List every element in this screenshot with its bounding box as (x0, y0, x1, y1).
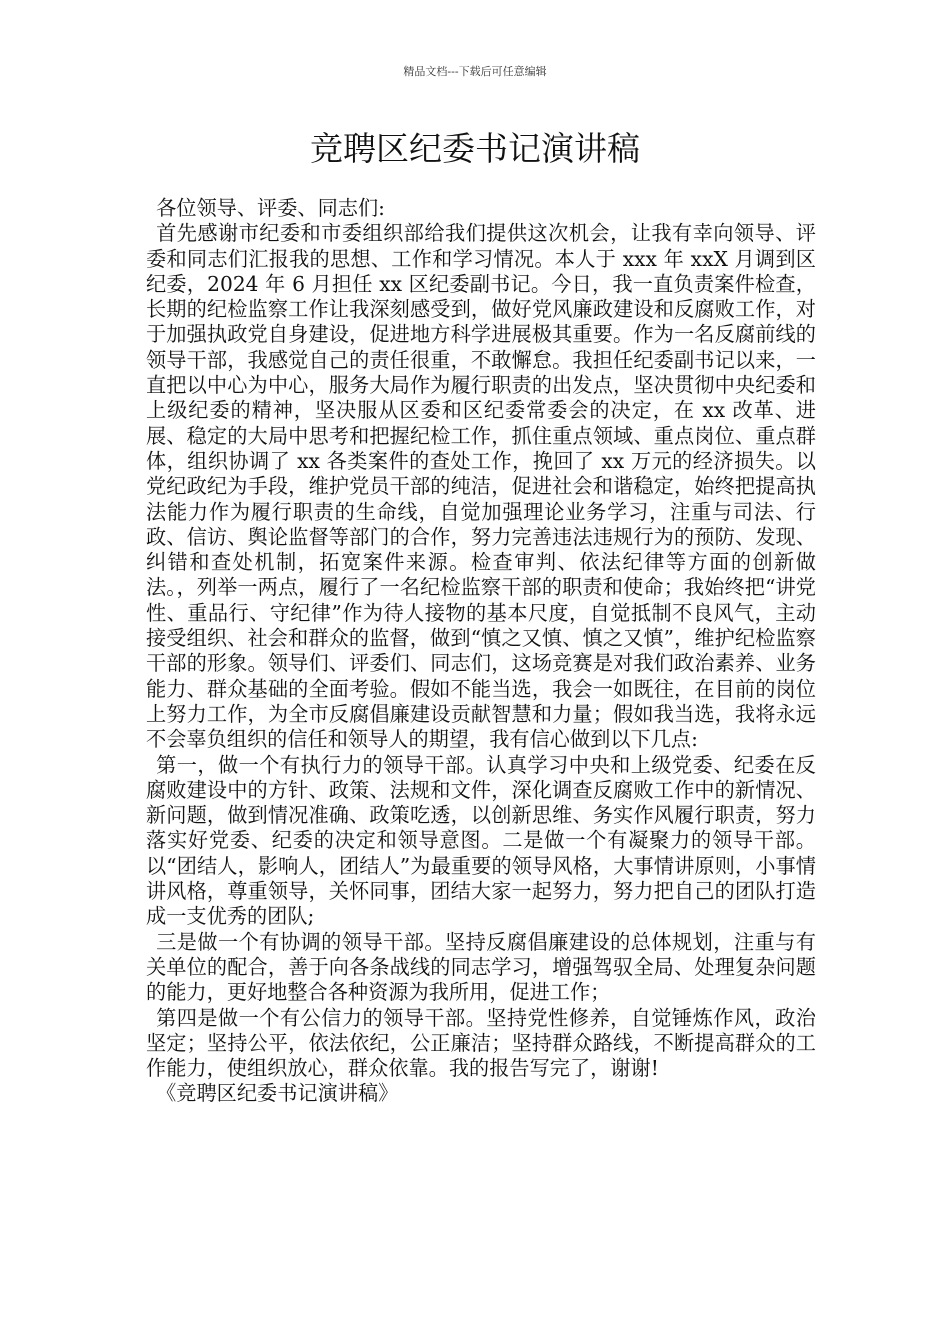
body-paragraph: 首先感谢市纪委和市委组织部给我们提供这次机会，让我有幸向领导、评委和同志们汇报我的思想、工作和学习情况。本人于 xxx 年 xxX 月调到区纪委，2024 年 6 月担任 xx 区纪委副书记。今日，我一直负责案件检查，长期的纪检监察工作让我深刻感受到，做好党风廉政建设和反腐败工作，对于加强执政党自身建设，促进地方科学进展极其重要。作为一名反腐前线的领导干部，我感觉自己的责任很重，不敢懈怠。我担任纪委副书记以来，一直把以中心为中心，服务大局作为履行职责的出发点，坚决贯彻中央纪委和上级纪委的精神，坚决服从区委和区纪委常委会的决定，在 xx 改革、进展、稳定的大局中思考和把握纪检工作，抓住重点领域、重点岗位、重点群体，组织协调了 xx 各类案件的查处工作，挽回了 xx 万元的经济损失。以党纪政纪为手段，维护党员干部的纯洁，促进社会和谐稳定，始终把提高执法能力作为履行职责的生命线，自觉加强理论业务学习，注重与司法、行政、信访、舆论监督等部门的合作，努力完善违法违规行为的预防、发现、纠错和查处机制，拓宽案件来源。检查审判、依法纪律等方面的创新做法。，列举一两点，履行了一名纪检监察干部的职责和使命；我始终把“讲党性、重品行、守纪律”作为待人接物的基本尺度，自觉抵制不良风气，主动接受组织、社会和群众的监督，做到“慎之又慎、慎之又慎”，维护纪检监察干部的形象。领导们、评委们、同志们，这场竞赛是对我们政治素养、业务能力、群众基础的全面考验。假如不能当选，我会一如既往，在目前的岗位上努力工作，为全市反腐倡廉建设贡献智慧和力量；假如我当选，我将永远不会辜负组织的信任和领导人的期望，我有信心做到以下几点: (146, 221, 816, 752)
salutation-paragraph: 各位领导、评委、同志们: (156, 196, 385, 220)
point-four-paragraph: 第四是做一个有公信力的领导干部。坚持党性修养，自觉锤炼作风，政治坚定；坚持公平，依法依纪，公正廉洁；坚持群众路线，不断提高群众的工作能力，使组织放心，群众依靠。我的报告写完了，谢谢! (146, 1005, 816, 1081)
document-body (146, 196, 816, 1107)
document-title: 竞聘区纪委书记演讲稿 (310, 129, 640, 168)
point-three-paragraph: 三是做一个有协调的领导干部。坚持反腐倡廉建设的总体规划，注重与有关单位的配合，善于向各条战线的同志学习，增强驾驭全局、处理复杂问题的能力，更好地整合各种资源为我所用，促进工作； (146, 929, 816, 1005)
closing-title-paragraph: 《竞聘区纪委书记演讲稿》 (156, 1081, 399, 1106)
point-one-paragraph: 第一，做一个有执行力的领导干部。认真学习中央和上级党委、纪委在反腐败建设中的方针、政策、法规和文件，深化调查反腐败工作中的新情况、新问题，做到情况准确、政策吃透，以创新思维、务实作风履行职责，努力落实好党委、纪委的决定和领导意图。二是做一个有凝聚力的领导干部。以“团结人，影响人，团结人”为最重要的领导风格，大事情讲原则，小事情讲风格，尊重领导，关怀同事，团结大家一起努力，努力把自己的团队打造成一支优秀的团队; (146, 752, 816, 929)
page-header: 精品文档---下载后可任意编辑 (403, 65, 547, 78)
